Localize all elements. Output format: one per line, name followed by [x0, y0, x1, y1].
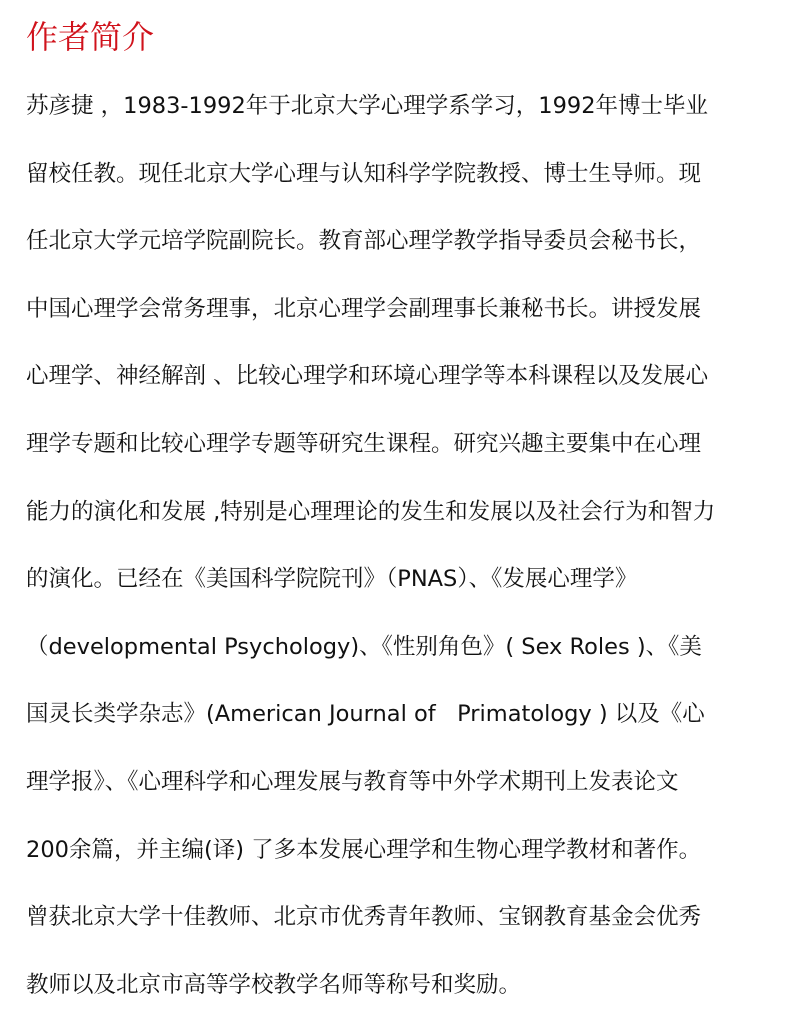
bio-line: 任北京大学元培学院副院长。教育部心理学教学指导委员会秘书长， — [26, 228, 702, 255]
bio-line: 心理学、神经解剖 、比较心理学和环境心理学等本科课程以及发展心 — [26, 363, 709, 390]
bio-line: 留校任教。现任北京大学心理与认知科学学院教授、博士生导师。现 — [26, 160, 702, 187]
bio-line: 中国心理学会常务理事，北京心理学会副理事长兼秘书长。讲授发展 — [26, 295, 702, 322]
bio-line: 教师以及北京市高等学校教学名师等称号和奖励。 — [26, 971, 522, 998]
bio-line: 苏彦捷 ，1983-1992年于北京大学心理学系学习，1992年博士毕业 — [26, 93, 709, 119]
bio-line: 曾获北京大学十佳教师、北京市优秀青年教师、宝钢教育基金会优秀 — [26, 904, 702, 931]
bio-line: 理学报》、《心理科学和心理发展与教育等中外学术期刊上发表论文 — [26, 768, 679, 795]
bio-line: 能力的演化和发展 ,特别是心理理论的发生和发展以及社会行为和智力 — [26, 498, 716, 525]
bio-line: 理学专题和比较心理学专题等研究生课程。研究兴趣主要集中在心理 — [26, 430, 702, 457]
section-heading: 作者简介 — [26, 18, 155, 56]
author-bio — [26, 83, 776, 1029]
bio-line: 的演化。已经在《美国科学院院刊》（PNAS）、《发展心理学》 — [26, 566, 638, 593]
bio-line: 200余篇，并主编(译) 了多本发展心理学和生物心理学教材和著作。 — [26, 836, 702, 863]
bio-line: 国灵长类学杂志》(American Journal of Primatology ) 以及《心 — [26, 701, 705, 728]
bio-line: （developmental Psychology)、《性别角色》( Sex Roles )、《美 — [26, 633, 702, 660]
